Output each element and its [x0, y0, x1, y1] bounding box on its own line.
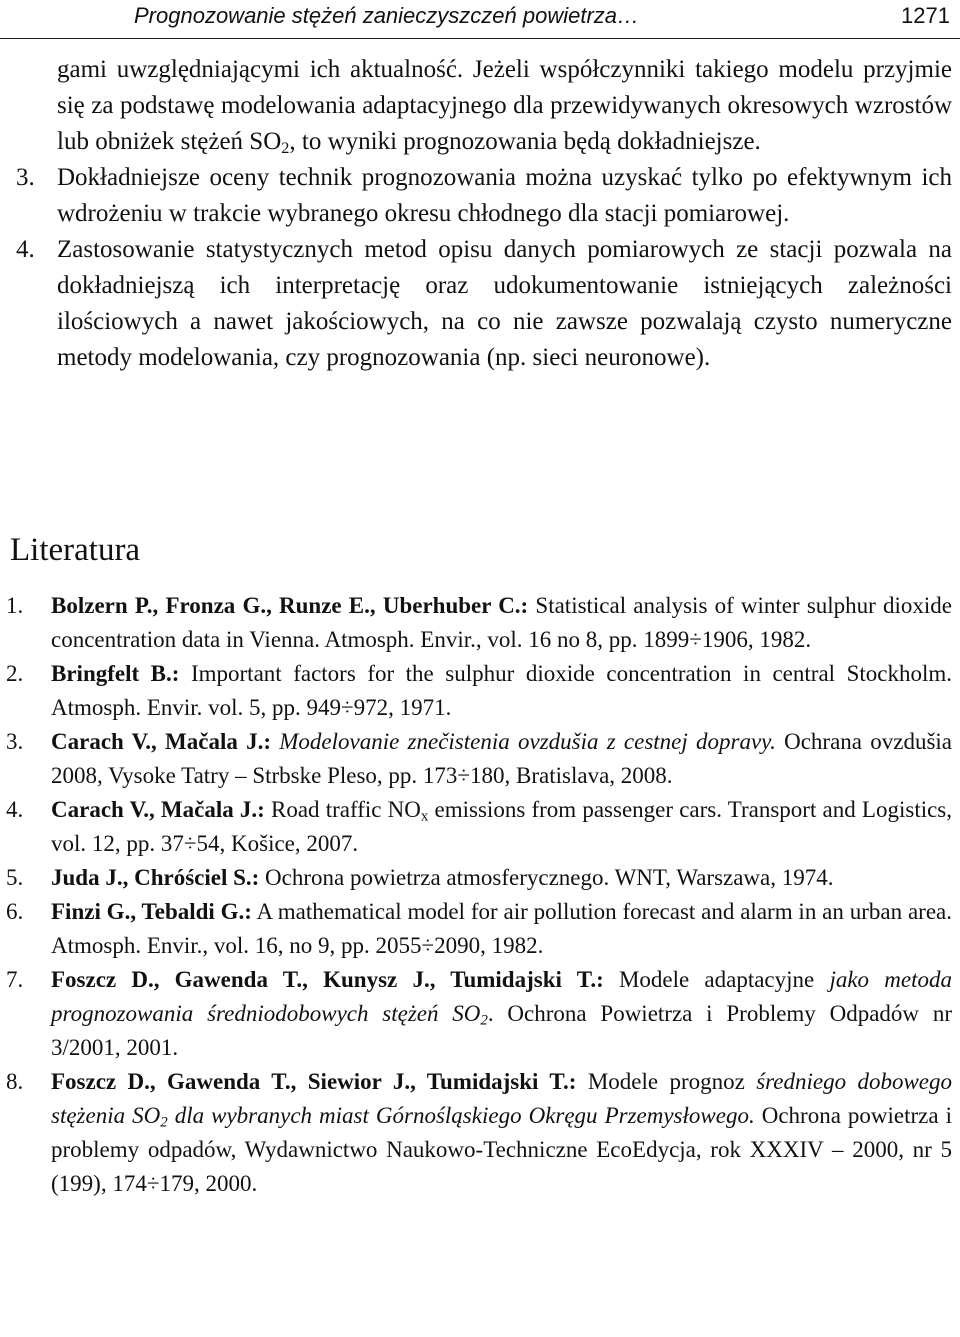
- item-number: 3.: [16, 164, 35, 191]
- ref-authors: Bringfelt B.:: [51, 661, 180, 686]
- reference-list: [0, 589, 960, 1201]
- ref-authors: Foszcz D., Gawenda T., Siewior J., Tumidajski T.:: [51, 1069, 577, 1094]
- item-number: 4.: [16, 236, 35, 263]
- ref-authors: Foszcz D., Gawenda T., Kunysz J., Tumidajski T.:: [51, 967, 604, 992]
- reference-item: 3. Carach V., Mačala J.: Modelovanie znečistenia ovzdušia z cestnej dopravy. Ochrana ovzdušia 2008, Vysoke Tatry – Strbske Pleso, pp. 173÷180, Bratislava, 2008.: [6, 729, 953, 788]
- ref-authors: Bolzern P., Fronza G., Runze E., Uberhuber C.:: [51, 593, 529, 618]
- continued-paragraph: gami uwzględniającymi ich aktualność. Jeżeli współczynniki takiego modelu przyjmie się za podstawę modelowania adaptacyjnego dla przewidywanych okresowych wzrostów lub obniżek stężeń $SO_2$, to wyniki prognozowania będą dokładniejsze.: [57, 56, 952, 158]
- reference-item: 7. Foszcz D., Gawenda T., Kunysz J., Tumidajski T.: Modele adaptacyjne jako metoda prognozowania średniodobowych stężeń $SO_2$. Ochrona Powietrza i Problemy Odpadów nr 3/2001, 2001.: [6, 967, 952, 1060]
- ref-authors: Carach V., Mačala J.:: [51, 729, 271, 754]
- ref-authors: Finzi G., Tebaldi G.:: [51, 899, 252, 924]
- list-item: 3. Dokładniejsze oceny technik prognozowania można uzyskać tylko po efektywnym ich wdrożeniu w trakcie wybranego okresu chłodnego dla stacji pomiarowej.: [0, 160, 960, 232]
- reference-item: 2. Bringfelt B.: Important factors for the sulphur dioxide concentration in central Stockholm. Atmosph. Envir. vol. 5, pp. 949÷972, 1971.: [6, 661, 952, 720]
- list-item: 4. Zastosowanie statystycznych metod opisu danych pomiarowych ze stacji pozwala na dokładniejszą ich interpretację oraz udokumentowanie istniejących zależności ilościowych a nawet jakościowych, na co nie zawsze pozwalają czysto numeryczne metody modelowania, czy prognozowania (np. sieci neuronowe).: [0, 232, 960, 376]
- ref-authors: Carach V., Mačala J.:: [51, 797, 265, 822]
- ref-authors: Juda J., Chróściel S.:: [51, 865, 260, 890]
- reference-item: 4. Carach V., Mačala J.: Road traffic $NO_x$ emissions from passenger cars. Transport and Logistics, vol. 12, pp. 37÷54, Košice, 2007.: [6, 797, 953, 856]
- reference-item: 6. Finzi G., Tebaldi G.: A mathematical model for air pollution forecast and alarm in an urban area. Atmosph. Envir., vol. 16, no 9, pp. 2055÷2090, 1982.: [6, 899, 952, 958]
- section-heading: Literatura: [10, 532, 141, 568]
- reference-item: 1. Bolzern P., Fronza G., Runze E., Uberhuber C.: Statistical analysis of winter sulphur dioxide concentration data in Vienna. Atmosph. Envir., vol. 16 no 8, pp. 1899÷1906, 1982.: [6, 593, 953, 652]
- reference-item: 5. Juda J., Chróściel S.: Ochrona powietrza atmosferycznego. WNT, Warszawa, 1974.: [6, 865, 834, 890]
- page-number: 1271: [901, 3, 950, 28]
- conclusions-list: [0, 52, 960, 376]
- running-title: Prognozowanie stężeń zanieczyszczeń powietrza…: [134, 3, 640, 28]
- running-header: [0, 0, 960, 39]
- reference-item: 8. Foszcz D., Gawenda T., Siewior J., Tumidajski T.: Modele prognoz średniego dobowego stężenia $SO_2$ dla wybranych miast Górnośląskiego Okręgu Przemysłowego. Ochrona powietrza i problemy odpadów, Wydawnictwo Naukowo-Techniczne EcoEdycja, rok XXXIV – 2000, nr 5 (199), 174÷179, 2000.: [6, 1069, 953, 1196]
